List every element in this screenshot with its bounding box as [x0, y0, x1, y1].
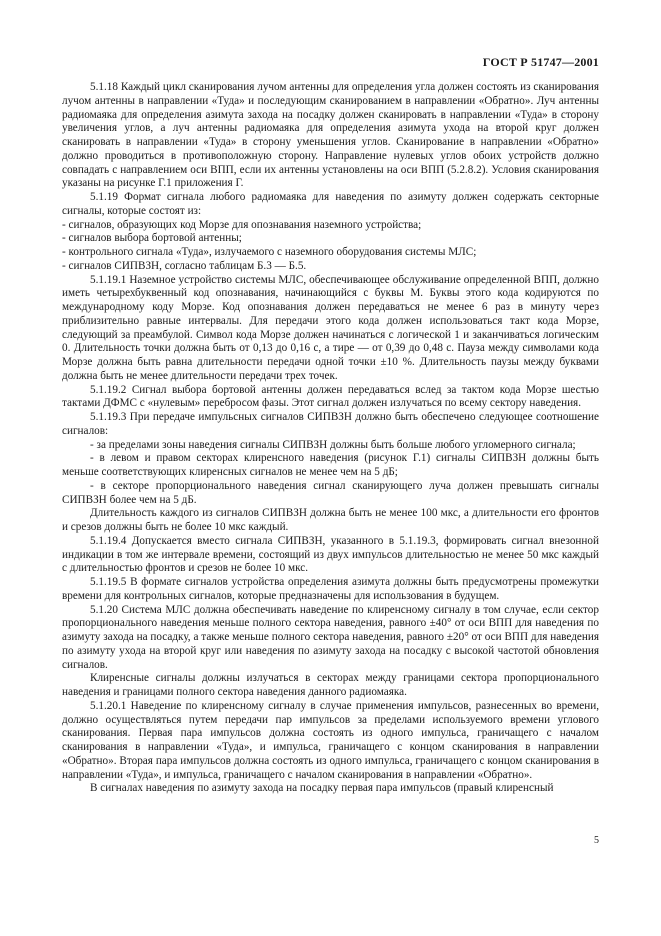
document-body: [62, 81, 599, 796]
document-header: ГОСТ Р 51747—2001: [482, 55, 599, 69]
paragraph: - в секторе пропорционального наведения сигнал сканирующего луча должен превышать сигналы СИПВЗН более чем на 5 дБ.: [62, 479, 599, 506]
paragraph: В сигналах наведения по азимуту захода на посадку первая пара импульсов (правый клиренсный: [90, 782, 554, 795]
paragraph: 5.1.20 Система МЛС должна обеспечивать наведение по клиренсному сигналу в том случае, если сектор пропорционального наведения меньше полного сектора наведения, равного ±40° от оси ВПП для наведения по азимуту захода на посадку, а также меньше полного сектора наведения, равного ±20° от оси ВПП для наведения по азимуту ухода на второй круг или наведения по азимуту захода на посадку с высокой частотой обновления сигналов.: [62, 603, 599, 671]
paragraph: 5.1.19.3 При передаче импульсных сигналов СИПВЗН должно быть обеспечено следующее соотношение сигналов:: [62, 411, 599, 437]
paragraph: - сигналов СИПВЗН, согласно таблицам Б.3 — Б.5.: [62, 259, 307, 272]
paragraph: 5.1.19.4 Допускается вместо сигнала СИПВЗН, указанного в 5.1.19.3, формировать сигнал внезонной индикации в том же интервале времени, состоящий из двух импульсов длительностью не менее 50 мкс каждый с длительностью фронтов и срезов не более 10 мкс.: [62, 534, 599, 575]
paragraph: - в левом и правом секторах клиренсного наведения (рисунок Г.1) сигналы СИПВЗН должны быть меньше соответствующих клиренсных сигналов не менее чем на 5 дБ;: [62, 452, 599, 478]
paragraph: - за пределами зоны наведения сигналы СИПВЗН должны быть больше любого угломерного сигнала;: [90, 438, 576, 451]
paragraph: - сигналов выбора бортовой антенны;: [62, 232, 242, 245]
paragraph: 5.1.20.1 Наведение по клиренсному сигналу в случае применения импульсов, разнесенных во времени, должно осуществляться путем передачи пар импульсов за пределами используемого времени углового сканирования. Первая пара импульсов должна состоять из одного импульса, граничащего с началом сканирования в направлении «Туда», и импульса, граничащего с концом сканирования в направлении «Обратно». Вторая пара импульсов должна состоять из одного импульса, граничащего с концом сканирования в направлении «Туда», и импульса, граничащего с началом сканирования в направлении «Обратно».: [62, 699, 599, 781]
paragraph: 5.1.19 Формат сигнала любого радиомаяка для наведения по азимуту должен содержать секторные сигналы, которые состоят из:: [62, 191, 599, 217]
paragraph: 5.1.19.5 В формате сигналов устройства определения азимута должны быть предусмотрены промежутки времени для контрольных сигналов, которые предназначены для использования в будущем.: [62, 576, 599, 602]
page-number: 5: [594, 835, 599, 846]
paragraph: - контрольного сигнала «Туда», излучаемого с наземного оборудования системы МЛС;: [62, 246, 477, 258]
paragraph: 5.1.19.2 Сигнал выбора бортовой антенны должен передаваться вслед за тактом кода Морзе шестью тактами ДФМС с «нулевым» перебросом фазы. Этот сигнал должен излучаться по всему сектору наведения.: [62, 383, 599, 410]
paragraph: 5.1.19.1 Наземное устройство системы МЛС, обеспечивающее обслуживание определенной ВПП, должно иметь четырехбуквенный код опознавания, начинающийся с буквы М. Буквы этого кода кодируются по международному коду Морзе. Код опознавания должен передаваться не менее 6 раз в минуту через приблизительно равные интервалы. Для передачи этого кода должен использоваться такт кода Морзе, следующий за преамбулой. Символ кода Морзе должен начинаться с логической 1 и заканчиваться логическим 0. Длительность точки должна быть от 0,13 до 0,16 с, а тире — от 0,39 до 0,48 с. Пауза между символами кода Морзе должна быть равна длительности передачи одной точки ±10 %. Длительность паузы между буквами должна быть не менее длительности передачи трех точек.: [62, 273, 599, 382]
paragraph: Клиренсные сигналы должны излучаться в секторах между границами сектора пропорционального наведения и границами полного сектора наведения данного радиомаяка.: [62, 672, 599, 698]
paragraph: - сигналов, образующих код Морзе для опознавания наземного устройства;: [62, 218, 422, 231]
paragraph: 5.1.18 Каждый цикл сканирования лучом антенны для определения угла должен состоять из сканирования лучом антенны в направлении «Туда» и последующим сканированием в направлении «Обратно». Луч антенны радиомаяка для определения азимута захода на посадку должен сканировать в направлении «Туда» в сторону увеличения углов, а луч антенны радиомаяка для определения азимута ухода на второй круг должен сканировать в направлении «Туда» в сторону уменьшения углов. Сканирование в направлении «Обратно» должно проводиться в противоположную сторону. Направление нулевых углов обоих устройств должно совпадать с направлением оси ВПП, если их антенны установлены на оси ВПП (5.2.8.2). Условия сканирования указаны на рисунке Г.1 приложения Г.: [62, 81, 599, 190]
paragraph: Длительность каждого из сигналов СИПВЗН должна быть не менее 100 мкс, а длительности его фронтов и срезов должны быть не более 10 мкс каждый.: [62, 507, 599, 533]
